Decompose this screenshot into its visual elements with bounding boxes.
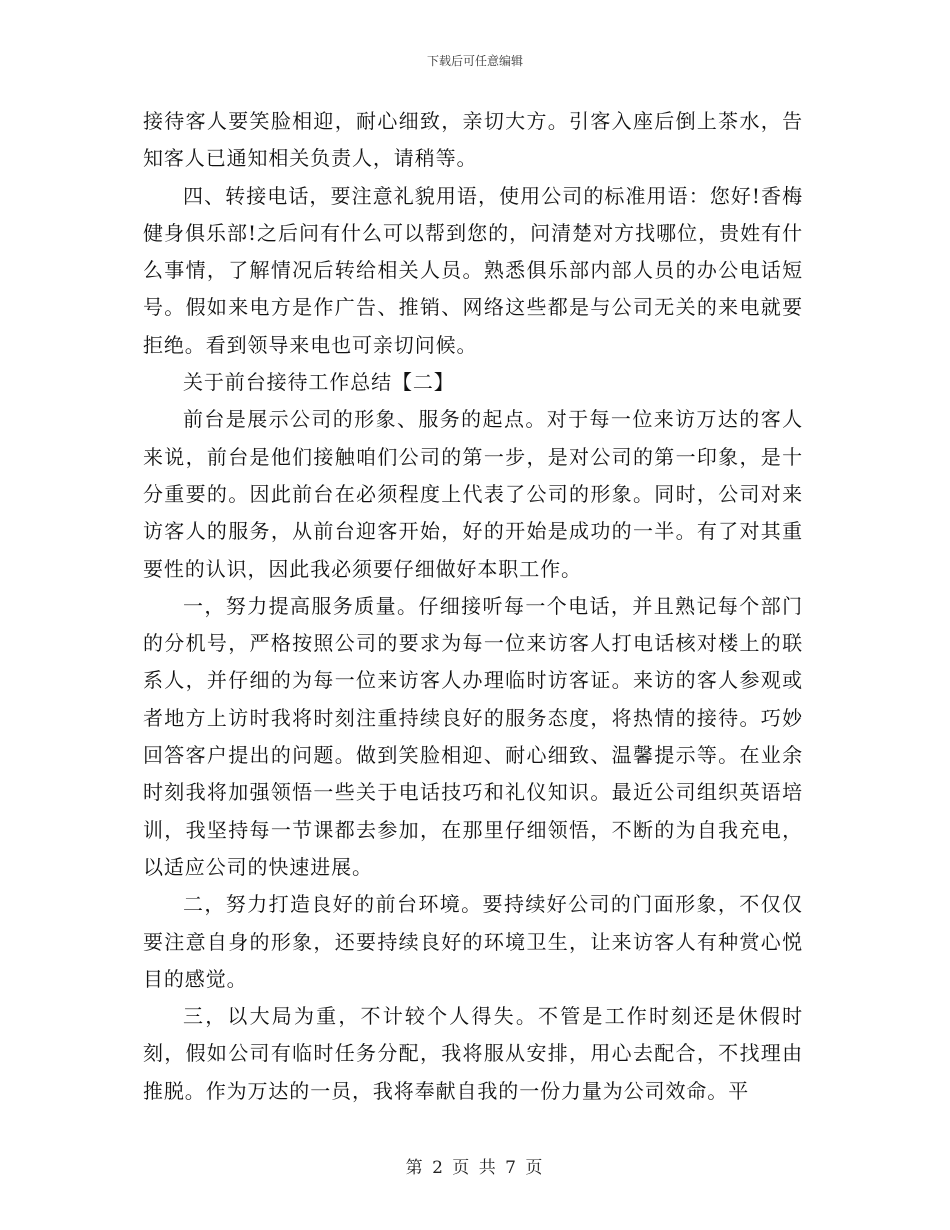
paragraph-3: 前台是展示公司的形象、服务的起点。对于每一位来访万达的客人来说，前台是他们接触咱们公司的第一步，是对公司的第一印象，是十分重要的。因此前台在必须程度上代表了公司的形象。同时，公司对来访客人的服务，从前台迎客开始，好的开始是成功的一半。有了对其重要性的认识，因此我必须要仔细做好本职工作。 xyxy=(143,407,803,581)
page-footer: 第 2 页 共 7 页 xyxy=(405,1158,545,1178)
page-header: 下载后可任意编辑 xyxy=(426,54,523,68)
paragraph-2: 四、转接电话，要注意礼貌用语，使用公司的标准用语：您好!香梅健身俱乐部!之后问有什么可以帮到您的，问清楚对方找哪位，贵姓有什么事情，了解情况后转给相关人员。熟悉俱乐部内部人员的办公电话短号。假如来电方是作广告、推销、网络这些都是与公司无关的来电就要拒绝。看到领导来电也可亲切问候。 xyxy=(143,183,803,357)
section-heading: 关于前台接待工作总结【二】 xyxy=(183,370,455,395)
paragraph-6: 三，以大局为重，不计较个人得失。不管是工作时刻还是休假时刻，假如公司有临时任务分配，我将服从安排，用心去配合，不找理由推脱。作为万达的一员，我将奉献自我的一份力量为公司效命。平 xyxy=(143,1004,803,1103)
paragraph-4: 一，努力提高服务质量。仔细接听每一个电话，并且熟记每个部门的分机号，严格按照公司的要求为每一位来访客人打电话核对楼上的联系人，并仔细的为每一位来访客人办理临时访客证。来访的客人参观或者地方上访时我将时刻注重持续良好的服务态度，将热情的接待。巧妙回答客户提出的问题。做到笑脸相迎、耐心细致、温馨提示等。在业余时刻我将加强领悟一些关于电话技巧和礼仪知识。最近公司组织英语培训，我坚持每一节课都去参加，在那里仔细领悟，不断的为自我充电，以适应公司的快速进展。 xyxy=(143,593,803,879)
paragraph-1: 接待客人要笑脸相迎，耐心细致，亲切大方。引客入座后倒上茶水，告知客人已通知相关负责人，请稍等。 xyxy=(143,109,803,171)
document-body xyxy=(143,103,803,1110)
paragraph-5: 二，努力打造良好的前台环境。要持续好公司的门面形象，不仅仅要注意自身的形象，还要持续良好的环境卫生，让来访客人有种赏心悦目的感觉。 xyxy=(143,892,803,991)
